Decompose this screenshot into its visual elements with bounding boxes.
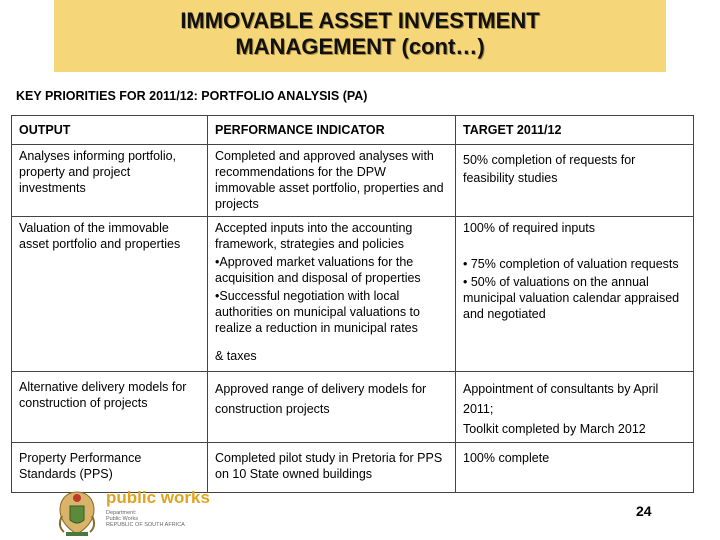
indicator-line: •Successful negotiation with local authorities on municipal valuations to realize a reduction in municipal rates <box>215 289 420 335</box>
row-target <box>456 145 694 217</box>
indicator-line: Accepted inputs into the accounting framework, strategies and policies <box>215 221 413 251</box>
target-line: Appointment of consultants by April 2011; <box>463 382 659 416</box>
row-indicator: Completed and approved analyses with recommendations for the DPW immovable asset portfolio, properties and projects <box>208 145 456 217</box>
target-line: 100% of required inputs <box>463 221 596 235</box>
priorities-table <box>11 115 694 493</box>
row-indicator <box>208 372 456 443</box>
row-output: Alternative delivery models for construction of projects <box>12 372 208 443</box>
target-line: 50% completion of requests for feasibility studies <box>463 153 636 185</box>
coat-of-arms-icon <box>52 486 102 538</box>
row-target: 100% complete <box>456 443 694 493</box>
row-indicator <box>208 217 456 372</box>
dept-line: Department: <box>106 510 137 516</box>
title-line-2: MANAGEMENT (cont…) <box>235 34 485 59</box>
section-subtitle: KEY PRIORITIES FOR 2011/12: PORTFOLIO ANALYSIS (PA) <box>16 89 368 103</box>
dept-line: REPUBLIC OF SOUTH AFRICA <box>106 522 185 528</box>
header-target: TARGET 2011/12 <box>456 116 694 145</box>
target-line: • 50% of valuations on the annual municipal valuation calendar appraised and negotiated <box>463 275 680 321</box>
row-target <box>456 372 694 443</box>
row-indicator: Completed pilot study in Pretoria for PPS on 10 State owned buildings <box>208 443 456 493</box>
indicator-line: Approved range of delivery models for construction projects <box>215 382 427 416</box>
title-line-1: IMMOVABLE ASSET INVESTMENT <box>180 8 540 33</box>
target-line: Toolkit completed by March 2012 <box>463 422 646 436</box>
table-row <box>12 217 694 372</box>
page-number: 24 <box>636 503 652 519</box>
indicator-line: & taxes <box>215 349 257 363</box>
target-line: • 75% completion of valuation requests <box>463 257 679 271</box>
header-output: OUTPUT <box>12 116 208 145</box>
row-target <box>456 217 694 372</box>
header-indicator: PERFORMANCE INDICATOR <box>208 116 456 145</box>
department-text <box>106 510 185 528</box>
row-output: Analyses informing portfolio, property and project investments <box>12 145 208 217</box>
row-output: Property Performance Standards (PPS) <box>12 443 208 493</box>
title-banner <box>54 0 666 72</box>
table-header-row <box>12 116 694 145</box>
footer <box>0 480 720 540</box>
table-row <box>12 372 694 443</box>
table-row <box>12 145 694 217</box>
logo-text: public works <box>106 488 210 507</box>
indicator-line: •Approved market valuations for the acquisition and disposal of properties <box>215 255 421 285</box>
row-output: Valuation of the immovable asset portfolio and properties <box>12 217 208 372</box>
dept-line: Public Works <box>106 516 138 522</box>
